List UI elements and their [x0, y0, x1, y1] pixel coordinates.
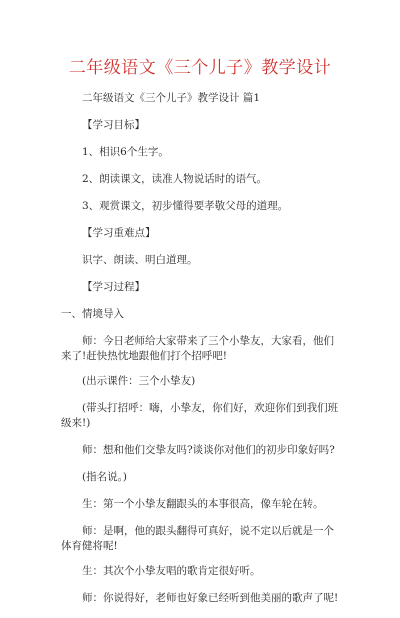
paragraph-goal-2: 2、朗读课文，读准人物说话时的语气。	[82, 173, 268, 185]
paragraph-greeting: (带头打招呼：嗨，小挚友，你们好，欢迎你们到我们班级来!)	[61, 402, 339, 429]
paragraph-key-points: 识字、朗读、明白道理。	[82, 254, 198, 266]
paragraph-goal-1: 1、相识6个生字。	[82, 146, 169, 158]
paragraph-teacher-4: 师：你说得好，老师也好象已经听到他美丽的歌声了呢!	[82, 592, 339, 604]
paragraph-courseware: (出示课件：三个小挚友)	[82, 375, 196, 387]
paragraph-heading-process: 【学习过程】	[82, 281, 145, 293]
document-title: 二年级语文《三个儿子》教学设计	[68, 58, 332, 78]
paragraph-subtitle: 二年级语文《三个儿子》教学设计 篇1	[82, 92, 261, 104]
paragraph-call-on: (指名说。)	[82, 471, 127, 483]
paragraph-teacher-1: 师：今日老师给大家带来了三个小挚友，大家看，他们来了!赶快热忱地跟他们打个招呼吧!	[61, 335, 334, 362]
paragraph-heading-goals: 【学习目标】	[82, 119, 145, 131]
paragraph-teacher-2: 师：想和他们交挚友吗?谈谈你对他们的初步印象好吗?	[82, 444, 335, 456]
paragraph-heading-key-points: 【学习重难点】	[82, 227, 156, 239]
paragraph-teacher-3: 师：是啊，他的跟头翻得可真好，说不定以后就是一个体育健将呢!	[61, 525, 334, 552]
paragraph-student-2: 生：其次个小挚友唱的歌肯定很好听。	[82, 565, 261, 577]
document-body	[61, 91, 342, 618]
paragraph-goal-3: 3、观赏课文，初步懂得要孝敬父母的道理。	[82, 200, 289, 212]
paragraph-student-1: 生：第一个小挚友翻跟头的本事很高，像车轮在转。	[82, 498, 324, 510]
paragraph-section-1: 一、情境导入	[61, 308, 124, 320]
